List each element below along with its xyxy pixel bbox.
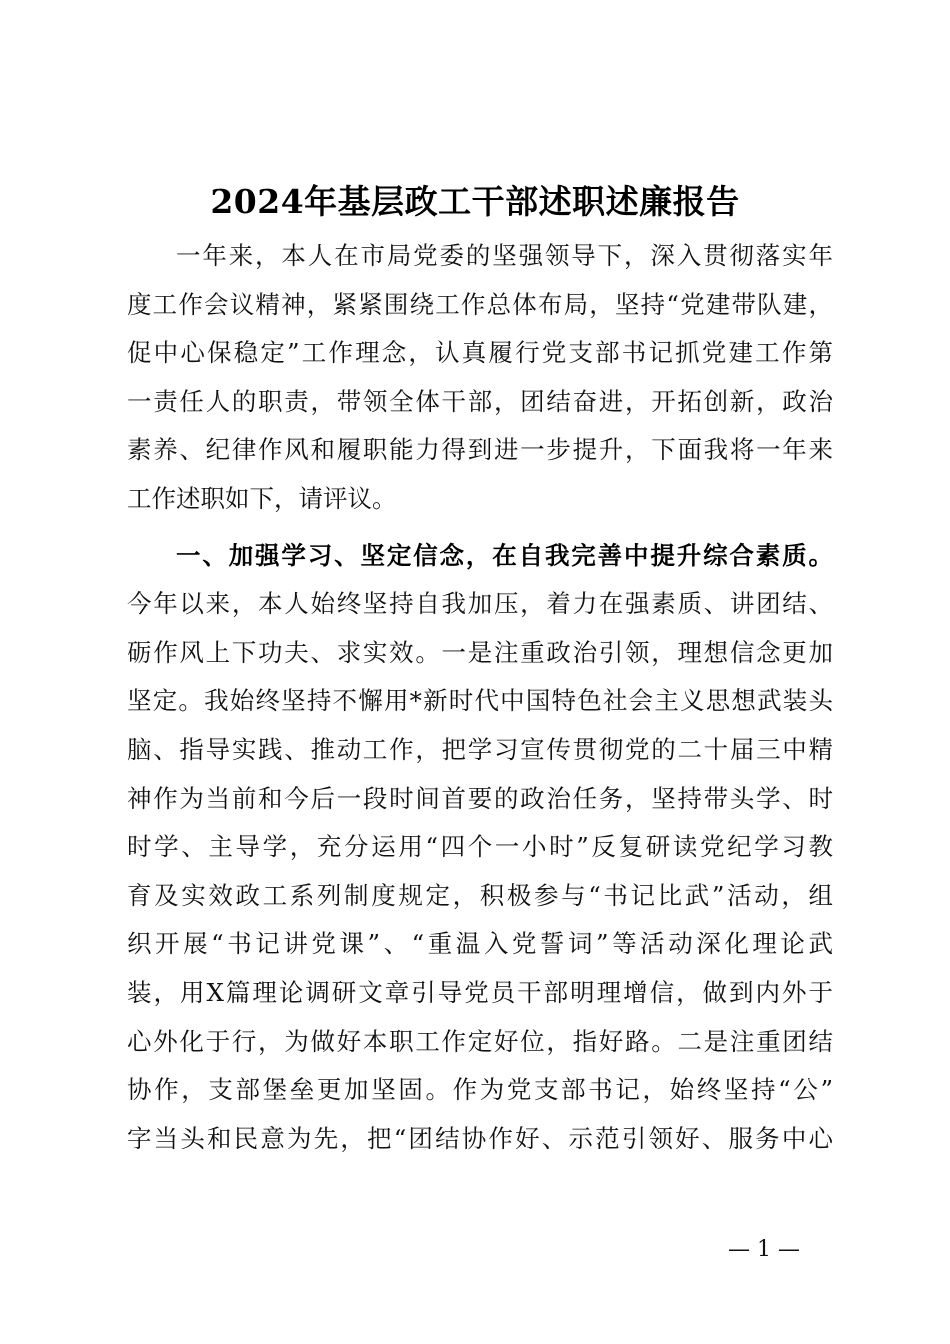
paragraph-line: 协作，支部堡垒更加坚固。作为党支部书记，始终坚持“公” [127,1075,833,1105]
paragraph-line: 装，用X篇理论调研文章引导党员干部明理增信，做到内外于 [127,977,833,1007]
page-number: — 1 — [728,1237,800,1262]
section-heading: 一、加强学习、坚定信念，在自我完善中提升综合素质。 [176,540,833,570]
paragraph-line: 育及实效政工系列制度规定，积极参与“书记比武”活动，组 [127,880,833,910]
paragraph-line: 脑、指导实践、推动工作，把学习宣传贯彻党的二十届三中精 [127,734,833,764]
paragraph-line: 神作为当前和今后一段时间首要的政治任务，坚持带头学、时 [127,783,833,813]
document-body [127,232,833,1163]
paragraph-line: 时学、主导学，充分运用“四个一小时”反复研读党纪学习教 [127,832,833,862]
paragraph-line: 促中心保稳定”工作理念，认真履行党支部书记抓党建工作第 [127,338,833,368]
paragraph-line: 工作述职如下，请评议。 [127,483,397,513]
paragraph-line: 坚定。我始终坚持不懈用*新时代中国特色社会主义思想武装头 [127,686,833,716]
document-title: 2024年基层政工干部述职述廉报告 [210,182,740,221]
paragraph-line: 一责任人的职责，带领全体干部，团结奋进，开拓创新，政治 [127,386,833,416]
paragraph-line: 度工作会议精神，紧紧围绕工作总体布局，坚持“党建带队建， [127,289,833,319]
paragraph-line: 砺作风上下功夫、求实效。一是注重政治引领，理想信念更加 [127,637,833,667]
paragraph-line: 素养、纪律作风和履职能力得到进一步提升，下面我将一年来 [127,435,833,465]
paragraph-line: 织开展“书记讲党课”、“重温入党誓词”等活动深化理论武 [127,929,833,959]
paragraph-line: 字当头和民意为先，把“团结协作好、示范引领好、服务中心 [127,1123,833,1153]
paragraph-line: 今年以来，本人始终坚持自我加压，着力在强素质、讲团结、 [127,589,833,619]
paragraph-gap [127,524,833,532]
paragraph-line: 一年来，本人在市局党委的坚强领导下，深入贯彻落实年 [176,241,833,270]
paragraph-line: 心外化于行，为做好本职工作定好位，指好路。二是注重团结 [127,1026,833,1056]
